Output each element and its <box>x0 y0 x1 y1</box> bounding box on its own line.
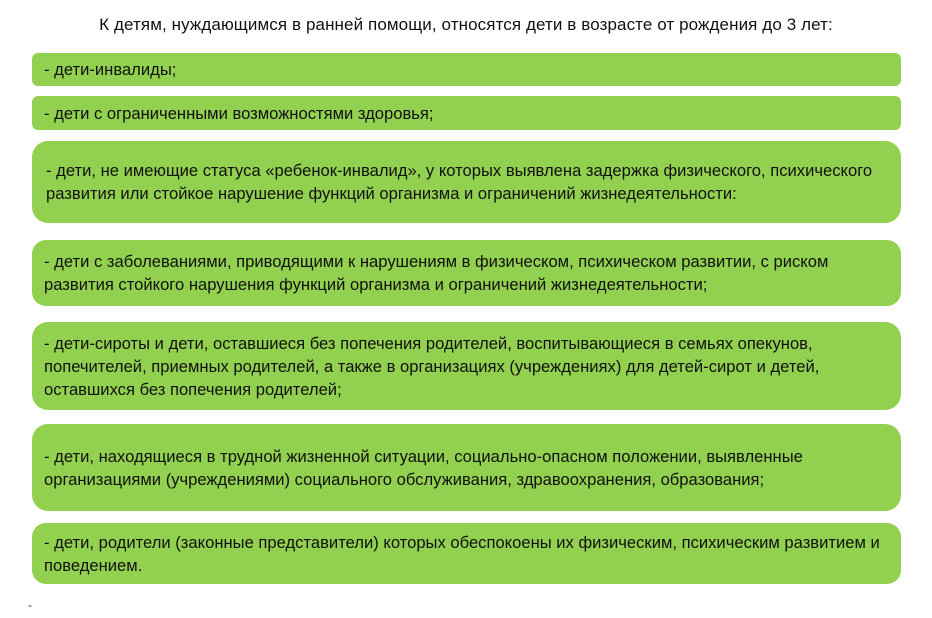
list-item-developmental-delay <box>32 141 901 223</box>
list-item-text: - дети, не имеющие статуса «ребенок-инвалид», у которых выявлена задержка физического, психического развития или стойкое нарушение функций организма и ограничений жизнедеятельности: <box>46 161 873 203</box>
list-item-text: - дети с ограниченными возможностями здоровья; <box>44 103 434 123</box>
footer-mark: - <box>28 598 32 612</box>
list-item-disabled-children <box>32 53 901 86</box>
list-item-text: - дети, родители (законные представители) которых обеспокоены их физическим, психическим развитием и поведением. <box>44 532 880 575</box>
list-item-orphans <box>32 322 901 410</box>
list-item-text: - дети-сироты и дети, оставшиеся без попечения родителей, воспитывающиеся в семьях опекунов, попечителей, приемных родителей, а также в организациях (учреждениях) для детей-сирот и детей, оставшихся без попечения родителей; <box>44 333 820 399</box>
list-item-diseases <box>32 240 901 306</box>
list-item-text: - дети-инвалиды; <box>44 60 177 79</box>
list-item-concerned-parents <box>32 523 901 584</box>
list-item-text: - дети, находящиеся в трудной жизненной ситуации, социально-опасном положении, выявленные организациями (учреждениями) социального обслуживания, здравоохранения, образования; <box>44 446 803 489</box>
list-item-limited-health <box>32 96 901 130</box>
list-item-difficult-situation <box>32 424 901 511</box>
page-title: К детям, нуждающимся в ранней помощи, относятся дети в возрасте от рождения до 3 лет: <box>99 15 833 34</box>
list-item-text: - дети с заболеваниями, приводящими к нарушениям в физическом, психическом развитии, с риском развития стойкого нарушения функций организма и ограничений жизнедеятельности; <box>44 252 829 294</box>
